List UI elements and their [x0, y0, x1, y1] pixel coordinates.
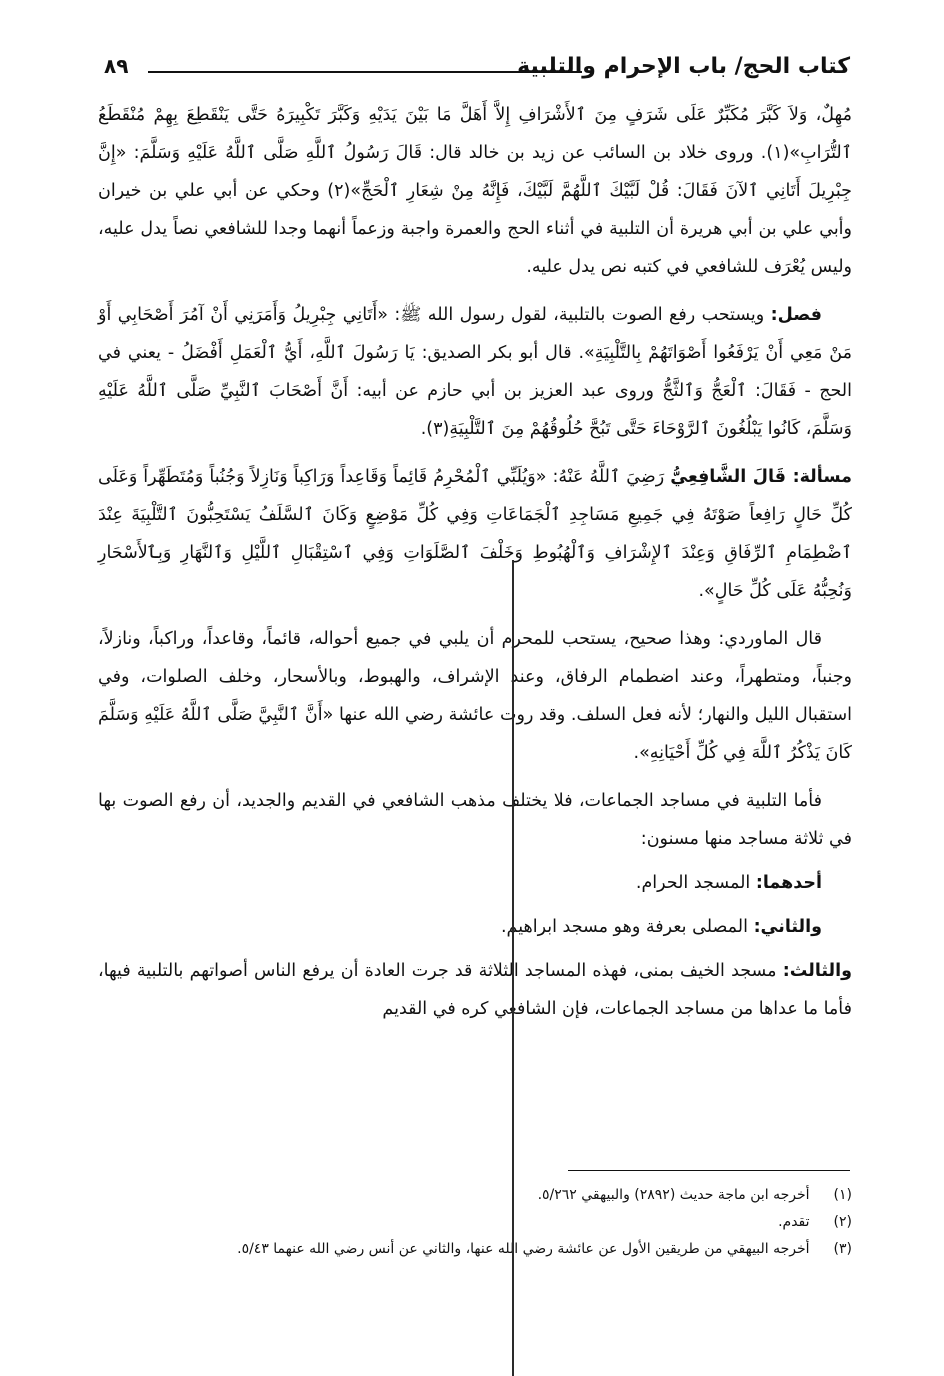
paragraph-third	[98, 952, 852, 1028]
footnote-number: (٢)	[833, 1214, 852, 1230]
paragraph-text: ويستحب رفع الصوت بالتلبية، لقول رسول الله ﷺ: «أَتَانِي جِبْرِيلُ وَأَمَرَنِي أَنْ آمُرَ أَصْحَابِي أَوْ مَنْ مَعِي أَنْ يَرْفَعُوا أَصْوَاتَهُمْ بِالتَّلْبِيَةِ». قال أبو بكر الصديق: يَا رَسُولَ ٱللَّهِ، أَيُّ ٱلْعَمَلِ أَفْضَلُ - يعني في الحج - فَقَالَ: ٱلْعَجُّ وَٱلثَّجُّ وروى عبد العزيز بن أبي حازم عن أبيه: أَنَّ أَصْحَابَ ٱلنَّبِيِّ صَلَّى ٱللَّهُ عَلَيْهِ وَسَلَّمَ، كَانُوا يَبْلُغُونَ ٱلرَّوْحَاءَ حَتَّى تَبُحَّ حُلُوقُهُمْ مِنَ ٱلتَّلْبِيَةِ(٣).	[98, 305, 852, 439]
footnote-item	[98, 1209, 852, 1236]
paragraph-label: فصل:	[770, 305, 822, 325]
paragraph-text: مُهِلٌ، وَلاَ كَبَّرَ مُكَبِّرٌ عَلَى شَرَفٍ مِنَ ٱلأَشْرَافِ إِلاَّ أَهَلَّ مَا بَيْنَ يَدَيْهِ وَكَبَّرَ تَكْبِيرَهُ حَتَّى يَنْقَطِعَ بِهِمْ مُنْقَطَعُ ٱلتُّرَابِ»(١). وروى خلاد بن السائب عن زيد بن خالد قال: قَالَ رَسُولُ ٱللَّهِ صَلَّى ٱللَّهُ عَلَيْهِ وَسَلَّمَ: «إِنَّ جِبْرِيلَ أَتَانِي ٱلآنَ فَقَالَ: قُلْ لَبَّيْكَ ٱللَّهُمَّ لَبَّيْكَ، فَإِنَّهُ مِنْ شِعَارِ ٱلْحَجِّ»(٢) وحكي عن أبي علي بن خيران وأبي علي بن أبي هريرة أن التلبية في أثناء الحج والعمرة واجبة وزعماً أنهما وجدا للشافعي نصاً يدل عليه، وليس يُعْرَف للشافعي في كتبه نص يدل عليه.	[98, 105, 852, 277]
main-text	[98, 96, 852, 1034]
page-number: ٨٩	[104, 54, 129, 78]
footnote-item	[98, 1236, 852, 1263]
paragraph-text: قال الماوردي: وهذا صحيح، يستحب للمحرم أن يلبي في جميع أحواله، قائماً، وقاعداً، وراكباً، ونازلاً، وجنباً، ومتطهراً، وعند اضطمام الرفاق، وعند الإشراف، والهبوط، وبالأسحار، وخلف الصلوات، وفي استقبال الليل والنهار؛ لأنه فعل السلف. وقد روت عائشة رضي الله عنها «أَنَّ ٱلنَّبِيَّ صَلَّى ٱللَّهُ عَلَيْهِ وَسَلَّمَ كَانَ يَذْكُرُ ٱللَّهَ فِي كُلِّ أَحْيَانِهِ».	[98, 629, 852, 763]
page-header	[104, 50, 850, 90]
paragraph-text: المسجد الحرام.	[635, 873, 751, 893]
footnotes	[98, 1182, 852, 1263]
footnote-divider	[568, 1170, 850, 1171]
footnote-number: (١)	[833, 1187, 852, 1203]
paragraph-talbiya-mosques	[98, 782, 852, 858]
footnote-text: أخرجه البيهقي من طريقين الأول عن عائشة رضي الله عنها، والثاني عن أنس رضي الله عنهما ٥/٤٣.	[237, 1241, 810, 1257]
paragraph-text: المصلى بعرفة وهو مسجد ابراهيم.	[500, 917, 748, 937]
paragraph-text: رَضِيَ ٱللَّهُ عَنْهُ: «وَيُلَبِّي ٱلْمُحْرِمُ قَائِماً وَقَاعِداً وَرَاكِباً وَنَازِلاً وَجُنُباً وَمُتَطَهِّراً وَعَلَى كُلِّ حَالٍ رَافِعاً صَوْتَهُ فِي جَمِيعِ مَسَاجِدِ ٱلْجَمَاعَاتِ وَفِي كُلِّ مَوْضِعٍ وَكَانَ ٱلسَّلَفُ يَسْتَحِبُّونَ ٱلتَّلْبِيَةَ عِنْدَ ٱضْطِمَامِ ٱلرِّفَاقِ وَعِنْدَ ٱلإِشْرَافِ وَٱلْهُبُوطِ وَخَلْفَ ٱلصَّلَوَاتِ وَفِي ٱسْتِقْبَالِ ٱللَّيْلِ وَٱلنَّهَارِ وَبِٱلأَسْحَارِ وَنُحِبُّهُ عَلَى كُلِّ حَالٍ».	[98, 467, 852, 601]
footnote-text: تقدم.	[778, 1214, 810, 1230]
paragraph-label: والثاني:	[753, 917, 822, 937]
paragraph-intro	[98, 96, 852, 286]
paragraph-mawardi	[98, 620, 852, 772]
paragraph-masala	[98, 458, 852, 610]
footnote-number: (٣)	[833, 1241, 852, 1257]
paragraph-first	[98, 864, 852, 902]
footnote-text: أخرجه ابن ماجة حديث (٢٨٩٢) والبيهقي ٥/٢٦٢.	[537, 1187, 810, 1203]
footnote-item	[98, 1182, 852, 1209]
paragraph-label: أحدهما:	[755, 873, 822, 893]
paragraph-label: والثالث:	[782, 961, 852, 981]
chapter-title: كتاب الحج/ باب الإحرام والتلبية	[517, 54, 850, 79]
paragraph-text: فأما التلبية في مساجد الجماعات، فلا يختلف مذهب الشافعي في القديم والجديد، أن رفع الصوت بها في ثلاثة مساجد منها مسنون:	[98, 791, 852, 849]
paragraph-fasl	[98, 296, 852, 448]
paragraph-label: مسألة: قَالَ الشَّافِعِيُّ	[670, 467, 852, 487]
paragraph-second	[98, 908, 852, 946]
paragraph-text: مسجد الخيف بمنى، فهذه المساجد الثلاثة قد جرت العادة أن يرفع الناس أصواتهم بالتلبية فيها، فأما ما عداها من مساجد الجماعات، فإن الشافعي كره في القديم	[98, 961, 852, 1019]
scan-binding-line	[512, 560, 514, 1376]
